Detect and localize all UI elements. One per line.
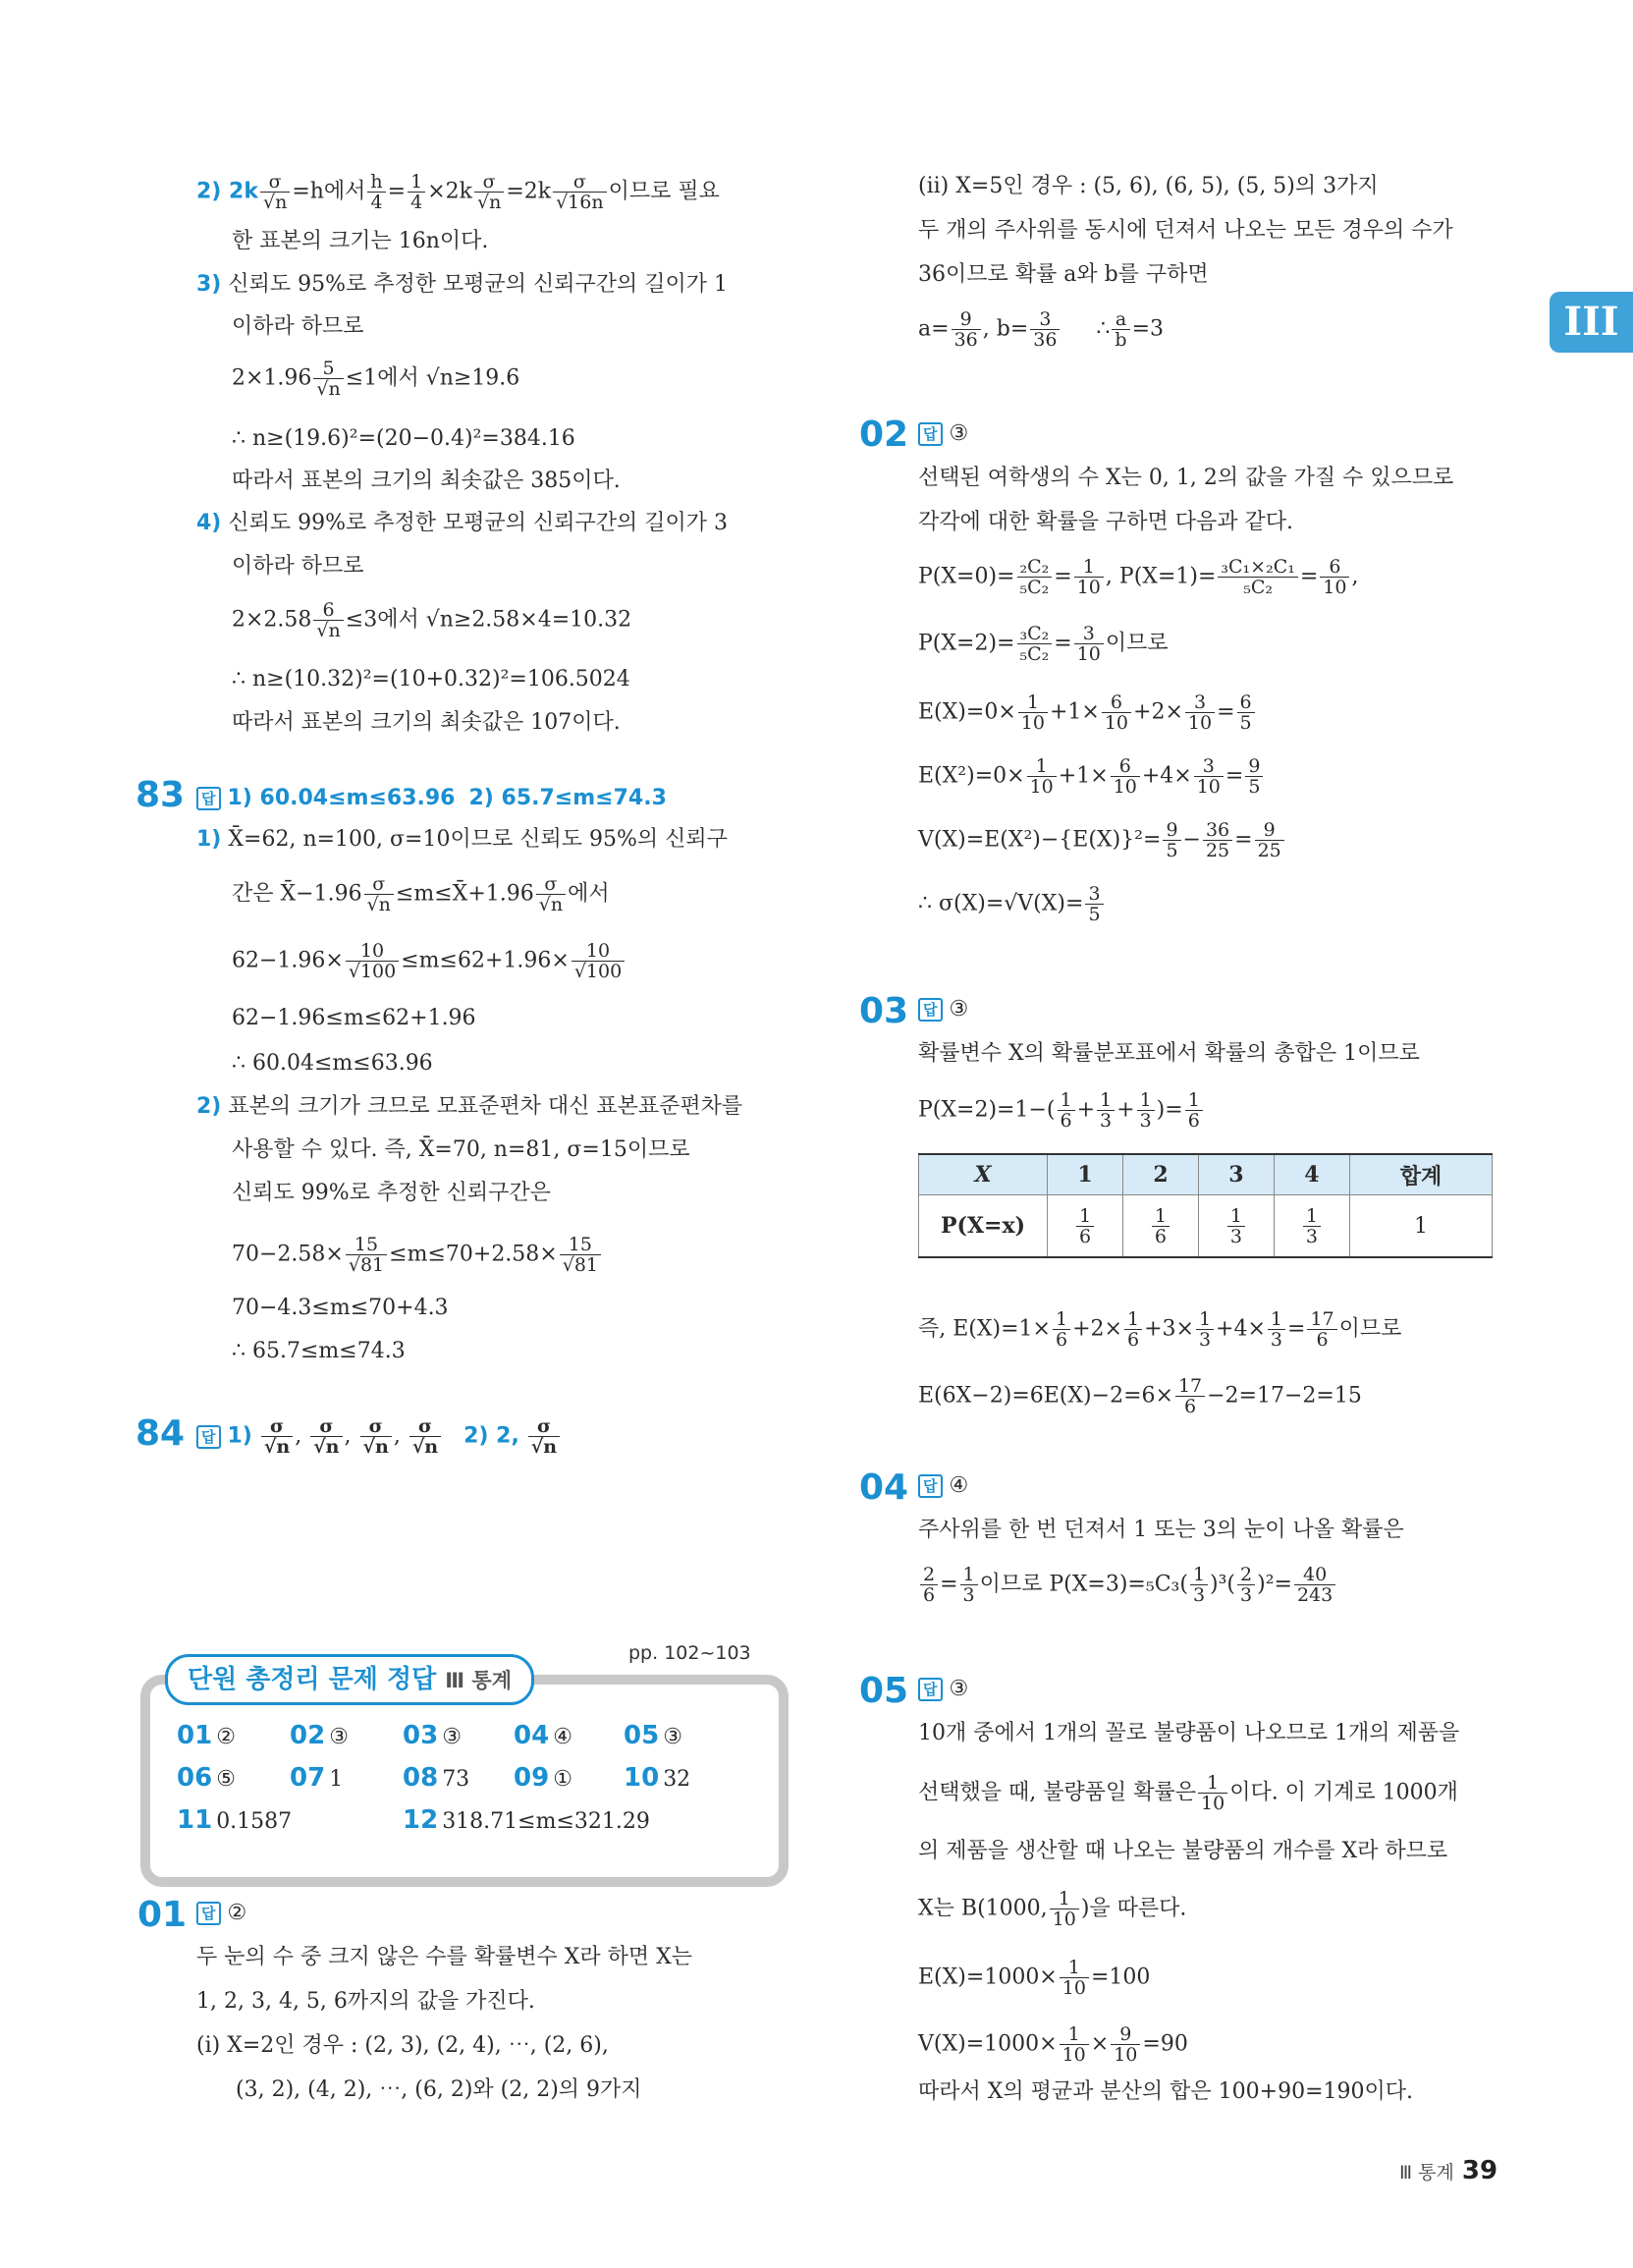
line: 2) 2k $\frac{\sigma}{√n}$ =h에서 $\frac{h}{4}$ = $\frac{1}{4}$ ×2k $\frac{\sigma}{√n}$ =2k $\frac{\sigma}{√16n}$ 이므로 필요 [196,171,720,213]
line: 선택했을 때, 불량품일 확률은 $\frac{1}{10}$ 이다. 이 기계로 1000개 [918,1772,1458,1814]
summary-answer: 08 73 [403,1763,470,1793]
fraction: $\frac{9}{5}$ [1245,756,1263,797]
problem-number: 01 [137,1895,188,1935]
answer-line: 답 ③ [918,995,968,1024]
line: 이하라 하므로 [232,314,364,339]
line: E(X)=0× $\frac{1}{10}$ +1× $\frac{6}{10}$ +2× $\frac{3}{10}$ = $\frac{6}{5}$ [918,692,1257,733]
fraction: $\frac{\sigma}{√n}$ [536,874,566,914]
fraction: $\frac{9}{10}$ [1111,2024,1140,2065]
line: 한 표본의 크기는 16n이다. [232,229,489,253]
line: 선택된 여학생의 수 X는 0, 1, 2의 값을 가질 수 있으므로 [918,466,1454,490]
fraction: $\frac{3}{5}$ [1085,884,1103,924]
line: 두 개의 주사위를 동시에 던져서 나오는 모든 경우의 수가 [918,218,1453,243]
summary-answer: 09 ① [514,1763,572,1793]
fraction: $\frac{\sigma}{√n}$ [261,1416,293,1457]
fraction: $\frac{3}{10}$ [1074,624,1104,664]
fraction: $\frac{a}{b}$ [1112,309,1129,350]
summary-answer: 06 ⑤ [177,1763,236,1793]
fraction: $\frac{\sigma}{√16n}$ [553,172,607,212]
line: 36이므로 확률 a와 b를 구하면 [918,262,1209,287]
line: 신뢰도 99%로 추정한 신뢰구간은 [232,1181,551,1205]
summary-answer: 03 ③ [403,1721,462,1750]
fraction: $\frac{1}{3}$ [1190,1565,1208,1605]
answer-badge: 답 [918,1474,943,1498]
fraction: $\frac{1}{10}$ [1027,756,1057,797]
summary-answer: 04 ④ [514,1721,572,1750]
fraction: $\frac{3}{10}$ [1194,756,1224,797]
fraction: $\frac{\sigma}{√n}$ [260,172,290,212]
line: a= $\frac{9}{36}$ , b= $\frac{3}{36}$ ∴ $\frac{a}{b}$ =3 [918,308,1165,351]
problem-number: 84 [136,1413,186,1454]
fraction: $\frac{h}{4}$ [367,172,385,212]
line: V(X)=1000× $\frac{1}{10}$ × $\frac{9}{10}$ =90 [918,2023,1188,2066]
fraction: $\frac{9}{36}$ [952,309,981,350]
answer-badge: 답 [196,1902,221,1925]
table-header-cell: 3 [1198,1154,1274,1195]
table-header-cell: 2 [1122,1154,1198,1195]
line: 따라서 X의 평균과 분산의 합은 100+90=190이다. [918,2079,1413,2104]
line: 각각에 대한 확률을 구하면 다음과 같다. [918,510,1293,534]
fraction: $\frac{1}{3}$ [1137,1090,1155,1131]
fraction: $\frac{15}{√81}$ [346,1235,387,1275]
fraction: $\frac{9}{5}$ [1163,820,1180,860]
fraction: $\frac{1}{10}$ [1060,1958,1089,1998]
fraction: $\frac{\sigma}{√n}$ [409,1416,441,1457]
table-header-row [919,1154,1493,1195]
table-cell: $\frac{1}{3}$ [1198,1195,1274,1258]
table-header-cell: 4 [1274,1154,1349,1195]
answer-line: 답 1) $\frac{\sigma}{√n}$ , $\frac{\sigma}{√n}$ , $\frac{\sigma}{√n}$ , $\frac{\sigma}{√n}$ 2) 2, $\frac{\sigma}{√n}$ [196,1416,562,1457]
line: (ii) X=5인 경우 : (5, 6), (6, 5), (5, 5)의 3가지 [918,174,1379,198]
summary-answer: 02 ③ [290,1721,349,1750]
fraction: $\frac{6}{10}$ [1320,557,1349,597]
fraction: $\frac{36}{25}$ [1203,820,1232,860]
line: 62−1.96× $\frac{10}{√100}$ ≤m≤62+1.96× $\frac{10}{√100}$ [232,941,626,981]
table-cell: $\frac{1}{6}$ [1122,1195,1198,1258]
line: 1) X̄=62, n=100, σ=10이므로 신뢰도 95%의 신뢰구 [196,827,728,852]
fraction: $\frac{1}{10}$ [1050,1889,1079,1929]
page-footer [1399,2156,1497,2185]
problem-number: 83 [136,775,186,815]
summary-answer: 07 1 [290,1763,344,1793]
line: ∴ σ(X)=√V(X)= $\frac{3}{5}$ [918,884,1106,924]
line: 2) 표본의 크기가 크므로 모표준편차 대신 표본표준편차를 [196,1094,743,1119]
fraction: $\frac{\text{₃C₂}}{\text{₅C₂}}$ [1017,624,1053,664]
fraction: $\frac{5}{√n}$ [313,359,343,399]
fraction: $\frac{\sigma}{√n}$ [310,1416,342,1457]
line: 즉, E(X)=1× $\frac{1}{6}$ +2× $\frac{1}{6}$ +3× $\frac{1}{3}$ +4× $\frac{1}{3}$ = $\frac{17}{6}$ 이므로 [918,1308,1402,1351]
problem-number: 03 [859,991,909,1031]
line: 2×1.96 $\frac{5}{√n}$ ≤1에서 √n≥19.6 [232,358,520,400]
summary-answer: 05 ③ [624,1721,682,1750]
fraction: $\frac{40}{243}$ [1294,1565,1335,1605]
line: E(X)=1000× $\frac{1}{10}$ =100 [918,1957,1151,1999]
line: P(X=2)=1−( $\frac{1}{6}$ + $\frac{1}{3}$ + $\frac{1}{3}$ )= $\frac{1}{6}$ [918,1090,1205,1131]
fraction: $\frac{1}{10}$ [1198,1773,1227,1813]
answer-badge: 답 [918,422,943,446]
fraction: $\frac{1}{3}$ [1097,1090,1115,1131]
line: (i) X=2인 경우 : (2, 3), (2, 4), ⋯, (2, 6), [196,2033,609,2058]
fraction: $\frac{1}{4}$ [408,172,425,212]
fraction: $\frac{2}{6}$ [920,1565,938,1605]
line: 사용할 수 있다. 즉, X̄=70, n=81, σ=15이므로 [232,1137,690,1162]
answer-badge: 답 [196,1425,221,1449]
fraction: $\frac{3}{10}$ [1185,692,1215,733]
fraction: $\frac{2}{3}$ [1237,1565,1255,1605]
footer-section: Ⅲ 통계 [1399,2162,1454,2184]
line: ∴ 65.7≤m≤74.3 [232,1339,406,1363]
summary-answer: 01 ② [177,1721,236,1750]
fraction: $\frac{\sigma}{√n}$ [474,172,504,212]
fraction: $\frac{\sigma}{√n}$ [364,874,394,914]
fraction: $\frac{\text{₂C₂}}{\text{₅C₂}}$ [1017,557,1053,597]
fraction: $\frac{\text{₃C₁×₂C₁}}{\text{₅C₂}}$ [1218,557,1297,597]
summary-answer: 11 0.1587 [177,1805,293,1835]
line: (3, 2), (4, 2), ⋯, (6, 2)와 (2, 2)의 9가지 [236,2077,642,2102]
fraction: $\frac{1}{10}$ [1018,692,1048,733]
eq-part: =h에서 [292,179,366,204]
line: $\frac{2}{6}$ = $\frac{1}{3}$ 이므로 P(X=3)=₅C₃( $\frac{1}{3}$ )³( $\frac{2}{3}$ )²= $\frac{40}{243}$ [918,1565,1337,1605]
fraction: $\frac{6}{10}$ [1111,756,1140,797]
page-number: 39 [1461,2156,1498,2185]
answer-badge: 답 [196,787,221,810]
line: E(X²)=0× $\frac{1}{10}$ +1× $\frac{6}{10}$ +4× $\frac{3}{10}$ = $\frac{9}{5}$ [918,756,1265,797]
table-header-cell: 합계 [1349,1154,1492,1195]
line: 70−2.58× $\frac{15}{√81}$ ≤m≤70+2.58× $\frac{15}{√81}$ [232,1235,603,1275]
line: 따라서 표본의 크기의 최솟값은 107이다. [232,710,621,735]
fraction: $\frac{1}{6}$ [1185,1090,1203,1131]
line: 간은 X̄−1.96 $\frac{\sigma}{√n}$ ≤m≤X̄+1.96 $\frac{\sigma}{√n}$ 에서 [232,873,610,915]
summary-answer: 10 32 [624,1763,691,1793]
table-cell: $\frac{1}{6}$ [1048,1195,1123,1258]
line: V(X)=E(X²)−{E(X)}²= $\frac{9}{5}$ − $\frac{36}{25}$ = $\frac{9}{25}$ [918,820,1286,860]
line: 의 제품을 생산할 때 나오는 불량품의 개수를 X라 하므로 [918,1839,1448,1863]
line: 주사위를 한 번 던져서 1 또는 3의 눈이 나올 확률은 [918,1518,1404,1542]
eq-part: 2) 2k [196,179,258,204]
chapter-tab: III [1550,292,1633,353]
line: P(X=2)= $\frac{\text{₃C₂}}{\text{₅C₂}}$ = $\frac{3}{10}$ 이므로 [918,623,1169,665]
table-header-cell: 1 [1048,1154,1123,1195]
answer-line: 답 ③ [918,419,968,449]
line: 3) 신뢰도 95%로 추정한 모평균의 신뢰구간의 길이가 1 [196,272,729,297]
fraction: $\frac{1}{6}$ [1053,1309,1070,1350]
fraction: $\frac{15}{√81}$ [560,1235,601,1275]
line: 62−1.96≤m≤62+1.96 [232,1006,476,1030]
fraction: $\frac{17}{6}$ [1307,1309,1336,1350]
fraction: $\frac{17}{6}$ [1175,1376,1205,1416]
table-header-cell: X [919,1154,1048,1195]
fraction: $\frac{10}{√100}$ [572,941,625,981]
fraction: $\frac{6}{5}$ [1237,692,1255,733]
problem-number: 04 [859,1467,909,1508]
fraction: $\frac{6}{√n}$ [313,600,343,640]
problem-number: 05 [859,1671,909,1711]
line: 4) 신뢰도 99%로 추정한 모평균의 신뢰구간의 길이가 3 [196,511,729,535]
fraction: $\frac{1}{3}$ [1196,1309,1214,1350]
summary-title: 단원 총정리 문제 정답 Ⅲ 통계 [165,1654,534,1705]
fraction: $\frac{10}{√100}$ [346,941,399,981]
line: 2×2.58 $\frac{6}{√n}$ ≤3에서 √n≥2.58×4=10.32 [232,599,632,641]
line: 70−4.3≤m≤70+4.3 [232,1296,449,1320]
fraction: $\frac{6}{10}$ [1102,692,1131,733]
table-row [919,1195,1493,1258]
probability-table [918,1153,1493,1258]
fraction: $\frac{1}{10}$ [1074,557,1104,597]
fraction: $\frac{9}{25}$ [1255,820,1284,860]
answer-line: 답 ③ [918,1675,968,1704]
line: X는 B(1000, $\frac{1}{10}$ )을 따른다. [918,1888,1187,1930]
answer-badge: 답 [918,1678,943,1701]
line: 1, 2, 3, 4, 5, 6까지의 값을 가진다. [196,1989,535,2014]
fraction: $\frac{1}{10}$ [1060,2024,1089,2065]
fraction: $\frac{\sigma}{√n}$ [528,1416,560,1457]
line: 확률변수 X의 확률분포표에서 확률의 총합은 1이므로 [918,1041,1420,1066]
summary-answer: 12 318.71≤m≤321.29 [403,1805,650,1835]
table-cell: 1 [1349,1195,1492,1258]
summary-pages: pp. 102~103 [628,1642,751,1664]
line: 이하라 하므로 [232,554,364,579]
line: ∴ n≥(19.6)²=(20−0.4)²=384.16 [232,426,575,451]
fraction: $\frac{1}{3}$ [960,1565,978,1605]
fraction: $\frac{\sigma}{√n}$ [360,1416,392,1457]
table-row-label: P(X=x) [919,1195,1048,1258]
fraction: $\frac{1}{6}$ [1124,1309,1142,1350]
problem-number: 02 [859,415,909,455]
fraction: $\frac{1}{3}$ [1268,1309,1285,1350]
answer-line: 답 ④ [918,1471,968,1501]
fraction: $\frac{3}{36}$ [1030,309,1060,350]
line: ∴ n≥(10.32)²=(10+0.32)²=106.5024 [232,667,630,691]
line: 10개 중에서 1개의 꼴로 불량품이 나오므로 1개의 제품을 [918,1721,1460,1745]
line: 따라서 표본의 크기의 최솟값은 385이다. [232,469,621,493]
answer-badge: 답 [918,998,943,1022]
answer-line: 답 ② [196,1899,246,1928]
line: 두 눈의 수 중 크지 않은 수를 확률변수 X라 하면 X는 [196,1945,693,1969]
answer-line: 답 1) 60.04≤m≤63.96 2) 65.7≤m≤74.3 [196,784,667,813]
line: E(6X−2)=6E(X)−2=6× $\frac{17}{6}$ −2=17−2=15 [918,1375,1362,1417]
table-cell: $\frac{1}{3}$ [1274,1195,1349,1258]
line: ∴ 60.04≤m≤63.96 [232,1051,433,1076]
line: P(X=0)= $\frac{\text{₂C₂}}{\text{₅C₂}}$ = $\frac{1}{10}$ , P(X=1)= $\frac{\text{₃C₁×₂C₁}}{\text{₅C₂}}$ = $\frac{6}{10}$ , [918,556,1359,598]
fraction: $\frac{1}{6}$ [1058,1090,1075,1131]
